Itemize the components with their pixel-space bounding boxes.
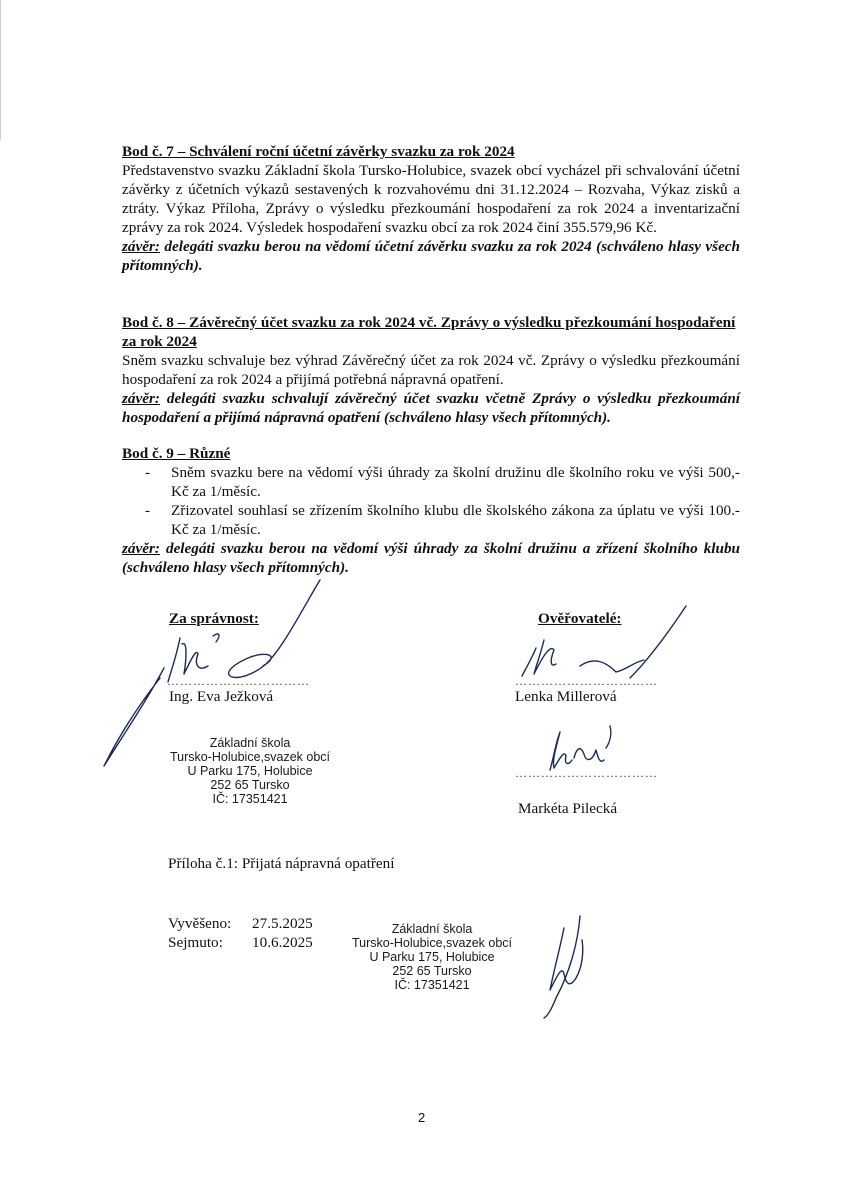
correctness-name: Ing. Eva Ježková xyxy=(169,688,274,705)
stamp-line: U Parku 175, Holubice xyxy=(187,764,313,778)
publication-signature-graphic xyxy=(520,912,600,1022)
bod-8-text: Sněm svazku schvaluje bez výhrad Závěrečný účet za rok 2024 vč. Zprávy o výsledku přezkoumání hospodaření za rok 2024 a přijímá potřebná nápravná opatření. xyxy=(122,352,740,388)
bod-7-conclusion-text: delegáti svazku berou na vědomí účetní závěrku svazku za rok 2024 (schváleno hlasy všech přítomných). xyxy=(122,238,740,274)
list-item: - Sněm svazku bere na vědomí výši úhrady za školní družinu dle školního roku ve výši 500,-Kč za 1/měsíc. xyxy=(171,463,740,501)
bod-7-heading: Bod č. 7 – Schválení roční účetní závěrky svazku za rok 2024 xyxy=(122,143,515,160)
verifier-2-signature-graphic xyxy=(540,720,630,780)
bod-9-conclusion xyxy=(122,539,740,577)
school-stamp xyxy=(170,736,330,806)
attachment-note: Příloha č.1: Přijatá nápravná opatření xyxy=(168,855,395,872)
page-number: 2 xyxy=(418,1110,426,1125)
removed-row xyxy=(168,933,313,952)
verifier-2-name: Markéta Pilecká xyxy=(518,800,618,817)
correctness-title: Za správnost: xyxy=(169,610,259,627)
school-stamp-2 xyxy=(352,922,512,992)
stamp-line: 252 65 Tursko xyxy=(392,964,472,978)
posted-row xyxy=(168,914,313,933)
section-bod-8 xyxy=(122,313,740,427)
verifiers-title: Ověřovatelé: xyxy=(538,610,622,627)
removed-label: Sejmuto: xyxy=(168,934,223,951)
bod-8-heading: Bod č. 8 – Závěrečný účet svazku za rok 2024 vč. Zprávy o výsledku přezkoumání hospodaření za rok 2024 xyxy=(122,314,736,350)
list-item: - Zřizovatel souhlasí se zřízením školního klubu dle školského zákona za úplatu ve výši 100.-Kč za 1/měsíc. xyxy=(171,501,740,539)
section-bod-9 xyxy=(122,444,740,577)
verifier-1-signature-graphic xyxy=(510,600,690,690)
stamp-line: Základní škola xyxy=(391,922,473,936)
verifier-1-name: Lenka Millerová xyxy=(515,688,617,705)
stamp-line: Tursko-Holubice,svazek obcí xyxy=(170,750,331,764)
posted-label: Vyvěšeno: xyxy=(168,915,232,932)
bod-9-conclusion-label: závěr: xyxy=(122,540,160,557)
stamp-line: IČ: 17351421 xyxy=(212,792,288,806)
publication-dates xyxy=(168,914,313,952)
stamp-line: IČ: 17351421 xyxy=(394,978,470,992)
bod-9-conclusion-text: delegáti svazku berou na vědomí výši úhrady za školní družinu a zřízení školního klubu (schváleno hlasy všech přítomných). xyxy=(122,540,741,576)
posted-date: 27.5.2025 xyxy=(252,915,313,932)
stamp-line: U Parku 175, Holubice xyxy=(369,950,495,964)
verifier-1-signature-line: …………………………… xyxy=(515,674,658,688)
stamp-line: Základní škola xyxy=(209,736,291,750)
bod-8-conclusion xyxy=(122,389,740,427)
bod-9-list xyxy=(122,463,740,539)
bod-7-conclusion-label: závěr: xyxy=(122,238,160,255)
removed-date: 10.6.2025 xyxy=(252,934,313,951)
stamp-line: Tursko-Holubice,svazek obcí xyxy=(352,936,513,950)
scan-edge-line xyxy=(0,0,1,140)
bod-7-text: Představenstvo svazku Základní škola Tursko-Holubice, svazek obcí vycházel při schvalování účetní závěrky z účetních výkazů sestavených k rozvahovému dni 31.12.2024 – Rozvaha, Výkaz zisků a ztráty. Výkaz Příloha, Zprávy o výsledku přezkoumání hospodaření za rok 2024 a inventarizační zprávy za rok 2024. Výsledek hospodaření svazku obcí za rok 2024 činí 355.579,96 Kč. xyxy=(122,162,740,236)
correctness-signature-line: …………………………… xyxy=(167,674,310,688)
section-bod-7 xyxy=(122,142,740,275)
bod-9-heading: Bod č. 9 – Různé xyxy=(122,445,231,462)
bod-7-conclusion xyxy=(122,237,740,275)
bod-8-conclusion-text: delegáti svazku schvalují závěrečný účet svazku včetně Zprávy o výsledku přezkoumání hospodaření a přijímá nápravná opatření (schváleno hlasy všech přítomných). xyxy=(122,390,741,426)
verifier-2-signature-line: …………………………… xyxy=(515,766,658,780)
stamp-line: 252 65 Tursko xyxy=(210,778,290,792)
bod-8-conclusion-label: závěr: xyxy=(122,390,160,407)
